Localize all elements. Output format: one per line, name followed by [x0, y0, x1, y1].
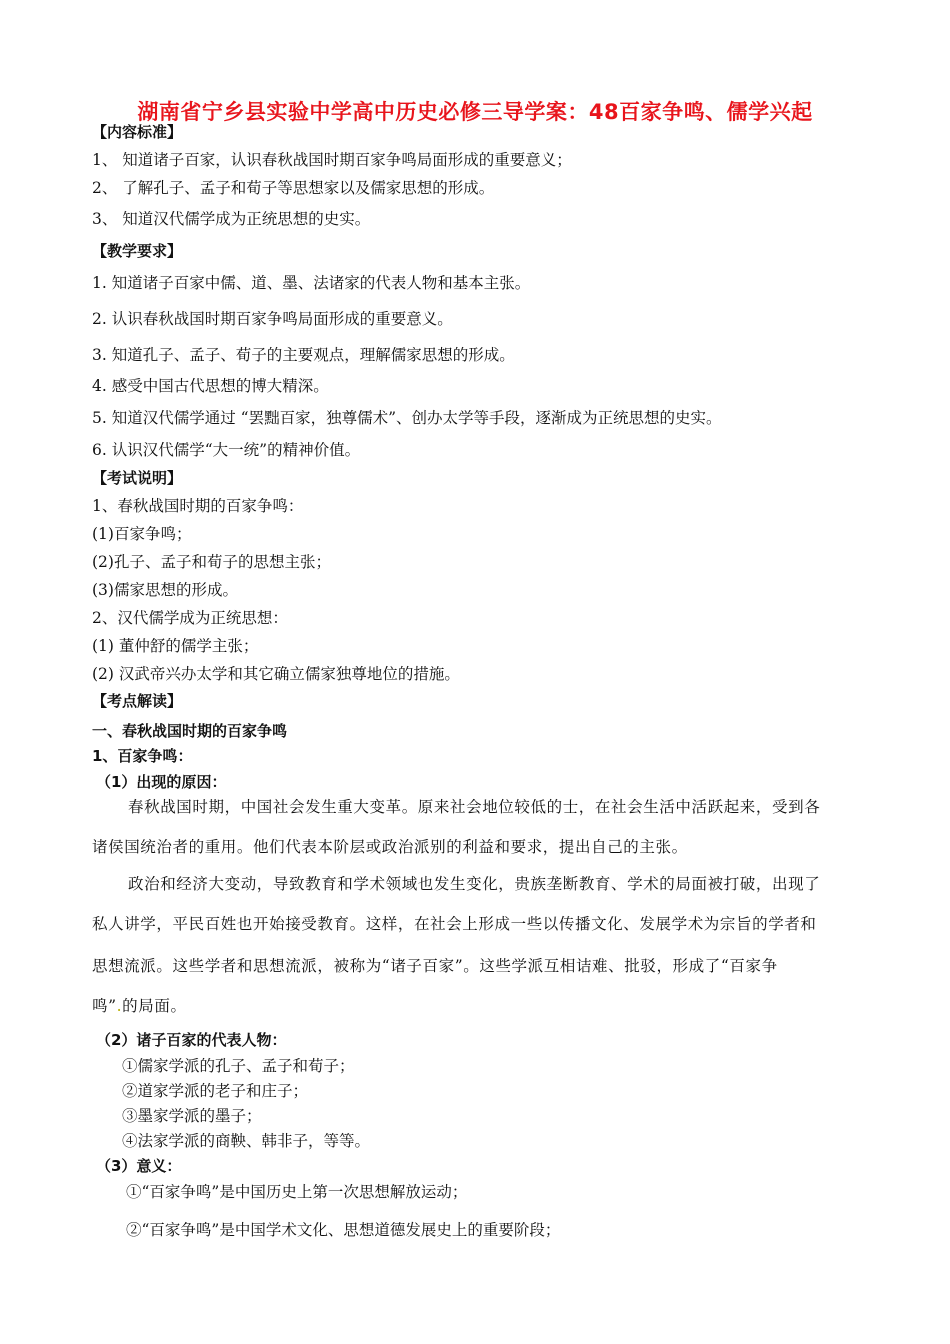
point-heading: （3）意义： — [96, 1157, 182, 1175]
list-item: ③墨家学派的墨子； — [122, 1107, 262, 1125]
list-item: (2)孔子、孟子和荀子的思想主张； — [92, 553, 331, 571]
subsection-title: 1、百家争鸣： — [92, 747, 193, 765]
list-item: ①儒家学派的孔子、孟子和荀子； — [122, 1057, 355, 1075]
list-item: 6. 认识汉代儒学“大一统”的精神价值。 — [92, 441, 361, 459]
point-heading: （2）诸子百家的代表人物： — [96, 1031, 287, 1049]
document-title: 湖南省宁乡县实验中学高中历史必修三导学案：48百家争鸣、儒学兴起 — [137, 100, 813, 124]
list-item: 2、 了解孔子、孟子和荀子等思想家以及儒家思想的形成。 — [92, 179, 495, 197]
section-heading-teaching-requirements: 【教学要求】 — [92, 242, 183, 260]
stray-dot-mark: . — [116, 997, 123, 1015]
paragraph-text: 鸣” — [92, 997, 117, 1015]
list-item: 2、汉代儒学成为正统思想： — [92, 609, 288, 627]
list-item: ②“百家争鸣”是中国学术文化、思想道德发展史上的重要阶段； — [126, 1221, 561, 1239]
point-heading: （1）出现的原因： — [96, 773, 227, 791]
list-item: 1、春秋战国时期的百家争鸣： — [92, 497, 304, 515]
list-item: 4. 感受中国古代思想的博大精深。 — [92, 377, 329, 395]
list-item: ④法家学派的商鞅、韩非子，等等。 — [122, 1132, 371, 1150]
list-item: (2) 汉武帝兴办太学和其它确立儒家独尊地位的措施。 — [92, 665, 460, 683]
list-item: 3. 知道孔子、孟子、荀子的主要观点，理解儒家思想的形成。 — [92, 346, 515, 364]
section-heading-exam-notes: 【考试说明】 — [92, 469, 183, 487]
list-item: (3)儒家思想的形成。 — [92, 581, 238, 599]
list-item: 5. 知道汉代儒学通过 “罢黜百家，独尊儒术”、创办太学等手段，逐渐成为正统思想的史实。 — [92, 409, 722, 427]
paragraph-line: 春秋战国时期，中国社会发生重大变革。原来社会地位较低的士，在社会生活中活跃起来，受到各 — [128, 798, 821, 816]
list-item: ②道家学派的老子和庄子； — [122, 1082, 309, 1100]
subsection-title: 一、春秋战国时期的百家争鸣 — [92, 722, 288, 740]
list-item: ①“百家争鸣”是中国历史上第一次思想解放运动； — [126, 1183, 468, 1201]
paragraph-line: 政治和经济大变动，导致教育和学术领域也发生变化，贵族垄断教育、学术的局面被打破，出现了 — [128, 875, 821, 893]
paragraph-line — [92, 996, 187, 1016]
section-heading-key-points: 【考点解读】 — [92, 692, 183, 710]
list-item: (1) 董仲舒的儒学主张； — [92, 637, 259, 655]
list-item: 3、 知道汉代儒学成为正统思想的史实。 — [92, 210, 371, 228]
paragraph-line: 私人讲学，平民百姓也开始接受教育。这样，在社会上形成一些以传播文化、发展学术为宗旨的学者和 — [92, 915, 817, 933]
paragraph-text: 的局面。 — [122, 997, 187, 1015]
list-item: (1)百家争鸣； — [92, 525, 192, 543]
list-item: 1. 知道诸子百家中儒、道、墨、法诸家的代表人物和基本主张。 — [92, 274, 531, 292]
paragraph-line: 诸侯国统治者的重用。他们代表本阶层或政治派别的利益和要求，提出自己的主张。 — [92, 838, 688, 856]
list-item: 2. 认识春秋战国时期百家争鸣局面形成的重要意义。 — [92, 310, 453, 328]
section-heading-content-standard: 【内容标准】 — [92, 123, 183, 141]
list-item: 1、 知道诸子百家，认识春秋战国时期百家争鸣局面形成的重要意义； — [92, 151, 572, 169]
paragraph-line: 思想流派。这些学者和思想流派，被称为“诸子百家”。这些学派互相诘难、批驳，形成了“百家争 — [92, 957, 778, 975]
